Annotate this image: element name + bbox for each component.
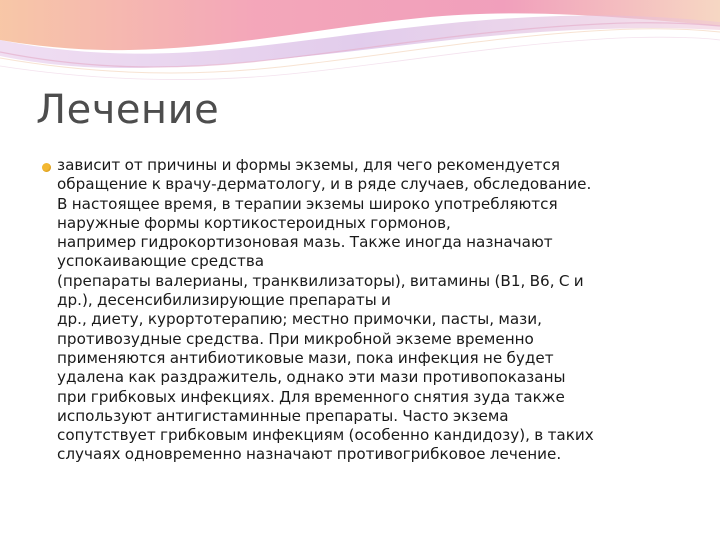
- body-line: сопутствует грибковым инфекциям (особенно кандидозу), в таких: [57, 426, 594, 445]
- slide-content: [42, 156, 682, 465]
- body-line: (препараты валерианы, транквилизаторы), витамины (B1, B6, C и: [57, 271, 584, 290]
- decorative-wave-header: [0, 0, 720, 90]
- bullet-icon: [42, 163, 51, 172]
- body-line: успокаивающие средства: [57, 252, 265, 271]
- body-line: обращение к врачу-дерматологу, и в ряде случаев, обследование.: [57, 175, 592, 194]
- body-line: В настоящее время, в терапии экземы широко употребляются: [57, 194, 558, 213]
- body-line: например гидрокортизоновая мазь. Также иногда назначают: [57, 233, 553, 252]
- body-line: др.), десенсибилизирующие препараты и: [57, 291, 391, 310]
- body-line: при грибковых инфекциях. Для временного снятия зуда также: [57, 387, 565, 406]
- body-line: используют антигистаминные препараты. Часто экзема: [57, 406, 509, 425]
- body-line: противозудные средства. При микробной экземе временно: [57, 329, 534, 348]
- body-line: наружные формы кортикостероидных гормонов,: [57, 213, 451, 232]
- bullet-item: [42, 156, 682, 465]
- body-line: др., диету, курортотерапию; местно примочки, пасты, мази,: [57, 310, 542, 329]
- body-line: удалена как раздражитель, однако эти мази противопоказаны: [57, 368, 566, 387]
- body-line: случаях одновременно назначают противогрибковое лечение.: [57, 445, 562, 464]
- body-text: [57, 156, 682, 465]
- body-line: применяются антибиотиковые мази, пока инфекция не будет: [57, 348, 554, 367]
- slide-title: Лечение: [36, 87, 220, 133]
- body-line: зависит от причины и формы экземы, для чего рекомендуется: [57, 156, 560, 174]
